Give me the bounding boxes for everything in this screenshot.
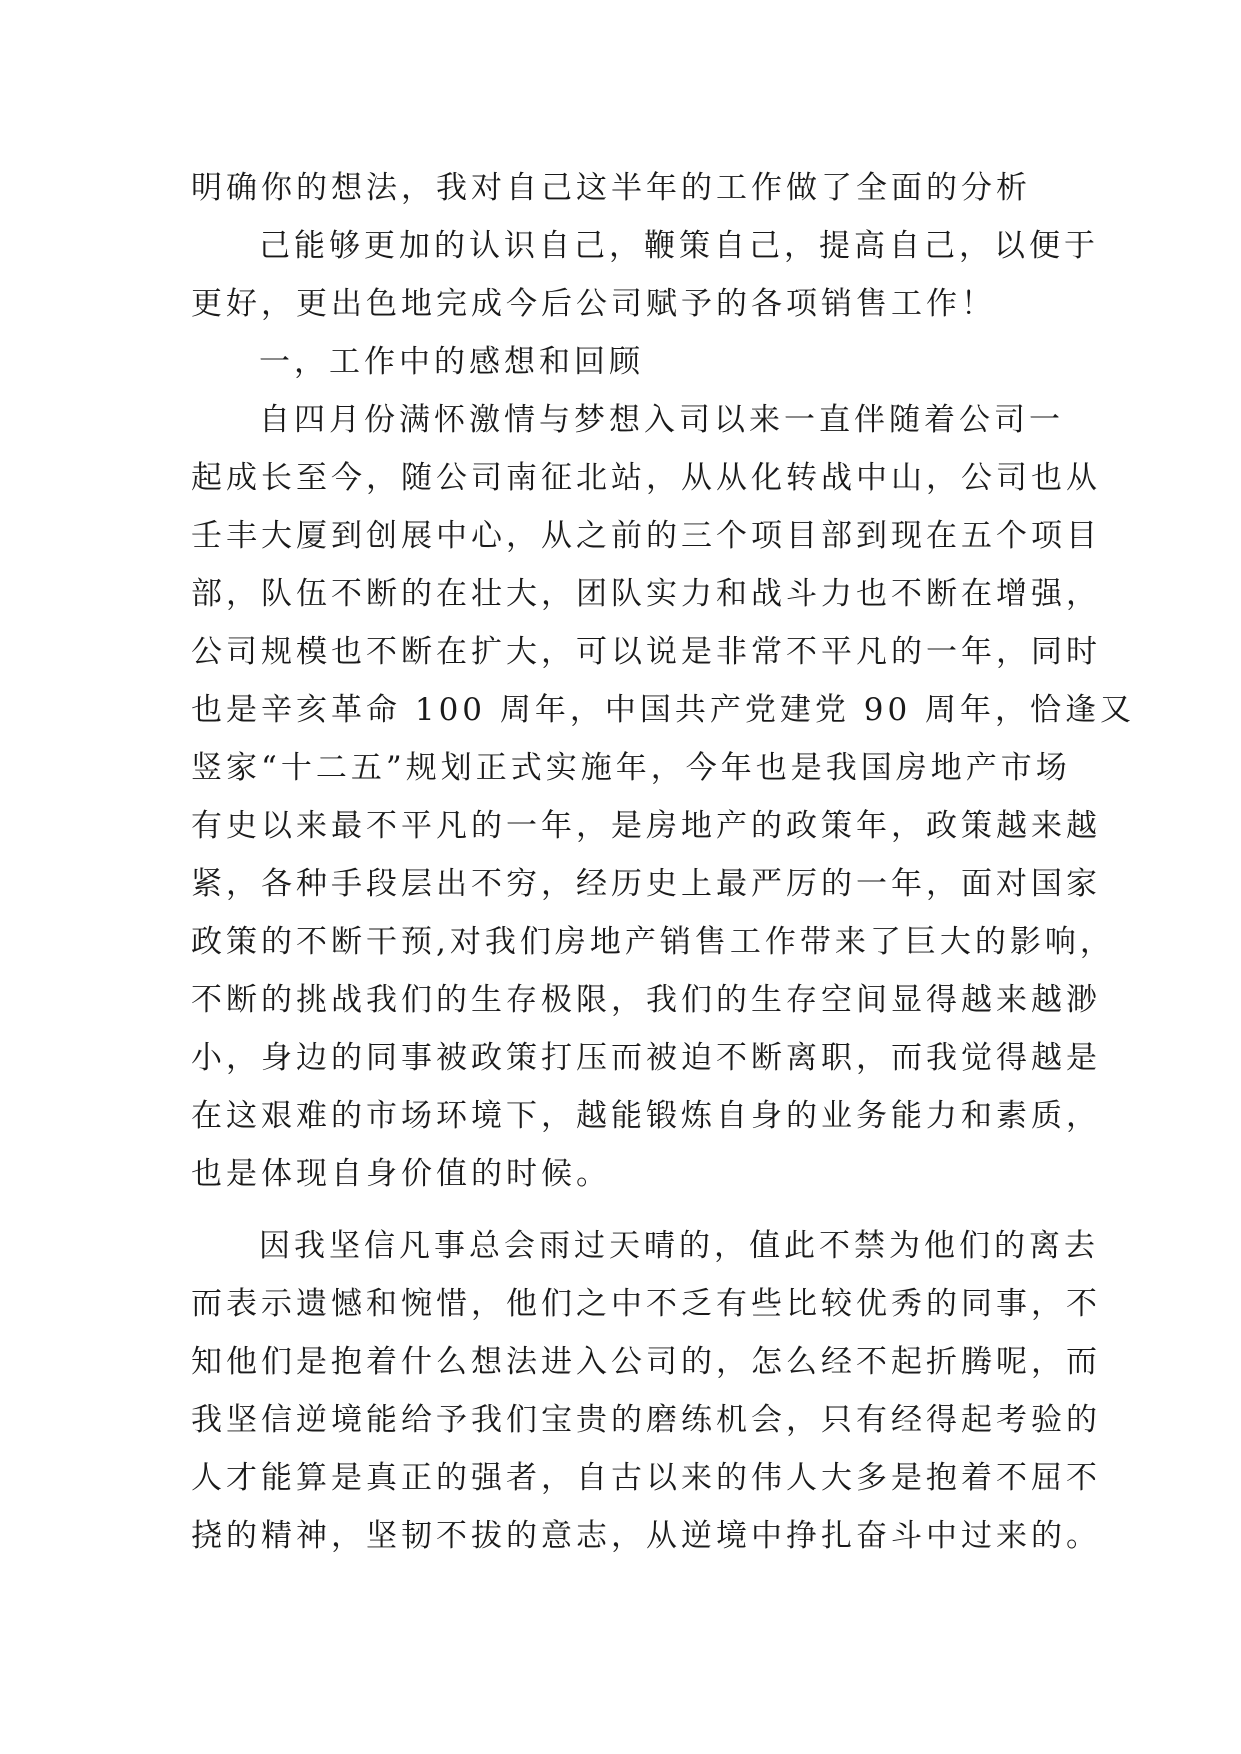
text-line: 紧，各种手段层出不穷，经历史上最严厉的一年，面对国家 (191, 866, 1101, 902)
text-line: 起成长至今，随公司南征北站，从从化转战中山，公司也从 (191, 460, 1101, 496)
text-line: 更好，更出色地完成今后公司赋予的各项销售工作！ (191, 286, 996, 322)
text-line: 竖家“十二五”规划正式实施年，今年也是我国房地产市场 (191, 750, 1071, 786)
text-line: 人才能算是真正的强者，自古以来的伟人大多是抱着不屈不 (191, 1460, 1101, 1496)
text-line: 政策的不断干预,对我们房地产销售工作带来了巨大的影响， (191, 924, 1115, 960)
text-line: 在这艰难的市场环境下，越能锻炼自身的业务能力和素质， (191, 1098, 1101, 1134)
text-line: 知他们是抱着什么想法进入公司的，怎么经不起折腾呢，而 (191, 1344, 1101, 1380)
text-line: 而表示遗憾和惋惜，他们之中不乏有些比较优秀的同事，不 (191, 1286, 1101, 1322)
text-line: 也是辛亥革命 100 周年，中国共产党建党 90 周年，恰逢又 (191, 692, 1136, 728)
document-body (191, 159, 1136, 1565)
text-line: 壬丰大厦到创展中心，从之前的三个项目部到现在五个项目 (191, 518, 1101, 554)
text-line: 己能够更加的认识自己，鞭策自己，提高自己，以便于 (259, 228, 1099, 264)
text-line: 小，身边的同事被政策打压而被迫不断离职，而我觉得越是 (191, 1040, 1101, 1076)
paragraph-gap (191, 1203, 1081, 1217)
section-heading: 一，工作中的感想和回顾 (259, 344, 644, 380)
text-line: 公司规模也不断在扩大，可以说是非常不平凡的一年，同时 (191, 634, 1101, 670)
text-line: 我坚信逆境能给予我们宝贵的磨练机会，只有经得起考验的 (191, 1402, 1101, 1438)
text-line: 不断的挑战我们的生存极限，我们的生存空间显得越来越渺 (191, 982, 1101, 1018)
text-line: 有史以来最不平凡的一年，是房地产的政策年，政策越来越 (191, 808, 1101, 844)
text-line: 明确你的想法，我对自己这半年的工作做了全面的分析 (191, 170, 1031, 206)
text-line: 自四月份满怀激情与梦想入司以来一直伴随着公司一 (259, 402, 1064, 438)
text-line: 挠的精神，坚韧不拔的意志，从逆境中挣扎奋斗中过来的。 (191, 1518, 1101, 1554)
text-line: 也是体现自身价值的时候。 (191, 1156, 611, 1192)
text-line: 因我坚信凡事总会雨过天晴的，值此不禁为他们的离去 (259, 1228, 1099, 1264)
text-line: 部，队伍不断的在壮大，团队实力和战斗力也不断在增强， (191, 576, 1101, 612)
